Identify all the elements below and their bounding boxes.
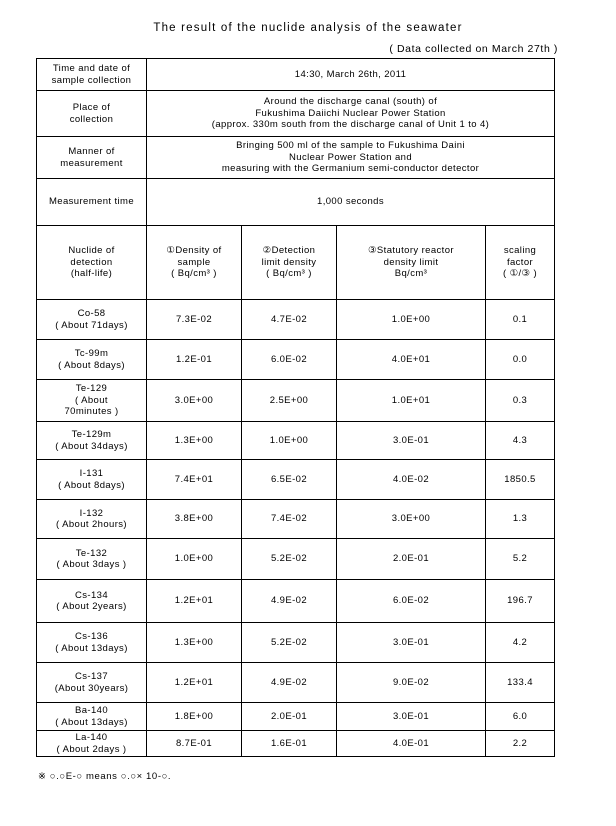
detection-limit-cell: 6.0E-02 [242, 340, 337, 380]
table-row [37, 300, 555, 340]
nuclide-cell: Te-129m ( About 34days) [37, 422, 147, 460]
nuclide-cell: Ba-140 ( About 13days) [37, 703, 147, 731]
detection-limit-cell: 5.2E-02 [242, 623, 337, 663]
statutory-limit-cell: 2.0E-01 [337, 539, 486, 580]
density-cell: 3.8E+00 [147, 500, 242, 539]
scaling-factor-cell: 1850.5 [486, 460, 555, 500]
info-label: Manner of measurement [37, 137, 147, 179]
nuclide-cell: Cs-134 ( About 2years) [37, 580, 147, 623]
info-value: Bringing 500 ml of the sample to Fukushima Daini Nuclear Power Station and measuring with the Germanium semi-conductor detector [147, 137, 555, 179]
header-statutory-limit: ③Statutory reactor density limit Bq/cm³ [337, 226, 486, 300]
nuclide-cell: Co-58 ( About 71days) [37, 300, 147, 340]
density-cell: 7.3E-02 [147, 300, 242, 340]
scaling-factor-cell: 0.1 [486, 300, 555, 340]
statutory-limit-cell: 3.0E-01 [337, 703, 486, 731]
nuclide-cell: I-131 ( About 8days) [37, 460, 147, 500]
density-cell: 1.0E+00 [147, 539, 242, 580]
detection-limit-cell: 7.4E-02 [242, 500, 337, 539]
nuclide-cell: Te-129 ( About 70minutes ) [37, 380, 147, 422]
table-row [37, 731, 555, 757]
nuclide-cell: Te-132 ( About 3days ) [37, 539, 147, 580]
info-row-time [37, 179, 555, 226]
statutory-limit-cell: 9.0E-02 [337, 663, 486, 703]
table-row [37, 422, 555, 460]
nuclide-cell: Cs-136 ( About 13days) [37, 623, 147, 663]
statutory-limit-cell: 4.0E-02 [337, 460, 486, 500]
statutory-limit-cell: 3.0E-01 [337, 623, 486, 663]
scaling-factor-cell: 4.3 [486, 422, 555, 460]
scaling-factor-cell: 6.0 [486, 703, 555, 731]
table-row [37, 539, 555, 580]
header-density: ①Density of sample ( Bq/cm³ ) [147, 226, 242, 300]
density-cell: 1.2E+01 [147, 663, 242, 703]
detection-limit-cell: 5.2E-02 [242, 539, 337, 580]
detection-limit-cell: 4.9E-02 [242, 580, 337, 623]
density-cell: 1.3E+00 [147, 422, 242, 460]
table-row [37, 623, 555, 663]
detection-limit-cell: 4.9E-02 [242, 663, 337, 703]
density-cell: 1.8E+00 [147, 703, 242, 731]
header-nuclide: Nuclide of detection (half-life) [37, 226, 147, 300]
info-value: 1,000 seconds [147, 179, 555, 226]
scaling-factor-cell: 2.2 [486, 731, 555, 757]
density-cell: 3.0E+00 [147, 380, 242, 422]
info-row-place [37, 91, 555, 137]
density-cell: 7.4E+01 [147, 460, 242, 500]
table-row [37, 380, 555, 422]
scaling-factor-cell: 133.4 [486, 663, 555, 703]
detection-limit-cell: 6.5E-02 [242, 460, 337, 500]
statutory-limit-cell: 1.0E+00 [337, 300, 486, 340]
statutory-limit-cell: 3.0E-01 [337, 422, 486, 460]
detection-limit-cell: 2.0E-01 [242, 703, 337, 731]
statutory-limit-cell: 3.0E+00 [337, 500, 486, 539]
document-title: The result of the nuclide analysis of the seawater [153, 22, 463, 34]
density-cell: 1.2E+01 [147, 580, 242, 623]
statutory-limit-cell: 6.0E-02 [337, 580, 486, 623]
statutory-limit-cell: 1.0E+01 [337, 380, 486, 422]
table-header-row [37, 226, 555, 300]
scaling-factor-cell: 1.3 [486, 500, 555, 539]
info-value: 14:30, March 26th, 2011 [147, 59, 555, 91]
scaling-factor-cell: 4.2 [486, 623, 555, 663]
nuclide-cell: La-140 ( About 2days ) [37, 731, 147, 757]
table-row [37, 460, 555, 500]
density-cell: 8.7E-01 [147, 731, 242, 757]
table-row [37, 340, 555, 380]
detection-limit-cell: 1.0E+00 [242, 422, 337, 460]
table-row [37, 703, 555, 731]
nuclide-analysis-table [36, 58, 555, 757]
scaling-factor-cell: 5.2 [486, 539, 555, 580]
detection-limit-cell: 1.6E-01 [242, 731, 337, 757]
table-row [37, 663, 555, 703]
scaling-factor-cell: 0.0 [486, 340, 555, 380]
info-row-date [37, 59, 555, 91]
footnote: ※ ○.○E-○ means ○.○× 10-○. [38, 771, 172, 782]
scaling-factor-cell: 196.7 [486, 580, 555, 623]
info-label: Measurement time [37, 179, 147, 226]
nuclide-cell: Cs-137 (About 30years) [37, 663, 147, 703]
header-detection-limit: ②Detection limit density ( Bq/cm³ ) [242, 226, 337, 300]
scaling-factor-cell: 0.3 [486, 380, 555, 422]
statutory-limit-cell: 4.0E+01 [337, 340, 486, 380]
detection-limit-cell: 4.7E-02 [242, 300, 337, 340]
nuclide-cell: Tc-99m ( About 8days) [37, 340, 147, 380]
info-label: Place of collection [37, 91, 147, 137]
table-row [37, 580, 555, 623]
info-label: Time and date of sample collection [37, 59, 147, 91]
table-row [37, 500, 555, 539]
nuclide-cell: I-132 ( About 2hours) [37, 500, 147, 539]
statutory-limit-cell: 4.0E-01 [337, 731, 486, 757]
info-value: Around the discharge canal (south) of Fukushima Daiichi Nuclear Power Station (approx. 330m south from the discharge canal of Unit 1 to 4) [147, 91, 555, 137]
header-scaling-factor: scaling factor ( ①/③ ) [486, 226, 555, 300]
info-row-manner [37, 137, 555, 179]
data-collection-date: ( Data collected on March 27th ) [389, 43, 558, 55]
detection-limit-cell: 2.5E+00 [242, 380, 337, 422]
density-cell: 1.3E+00 [147, 623, 242, 663]
density-cell: 1.2E-01 [147, 340, 242, 380]
